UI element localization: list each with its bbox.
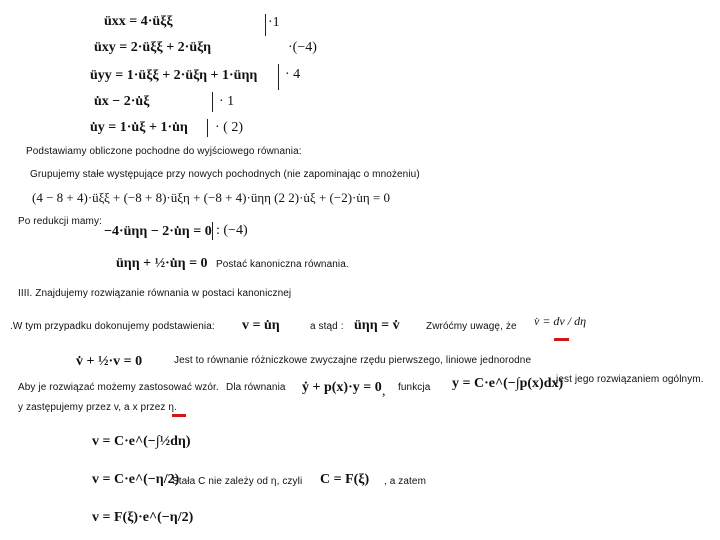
equation-general-form: ẏ + p(x)·y = 0 [302, 380, 382, 395]
comma: , [382, 384, 386, 399]
equation-canonical: üηη + ½·u̇η = 0 [116, 256, 208, 271]
equation-solution-formula: y = C·e^(−∫p(x)dx) [452, 376, 564, 391]
text-zastepujemy: y zastępujemy przez v, a x przez η. [18, 402, 177, 413]
equation-substitution: v = u̇η [242, 318, 280, 333]
highlight-mark [554, 338, 569, 341]
divider-bar [207, 119, 208, 137]
equation-solution-3: v = F(ξ)·e^(−η/2) [92, 510, 194, 525]
equation-uxy: üxy = 2·üξξ + 2·üξη [94, 40, 212, 55]
multiplier-2: · ( 2) [215, 120, 243, 135]
text-dla-rownania: Dla równania [226, 382, 286, 393]
divide-minus4: : (−4) [216, 223, 248, 238]
divider-bar [265, 14, 266, 36]
equation-solution-1: v = C·e^(−∫½dη) [92, 434, 191, 449]
multiplier-minus4: ·(−4) [288, 40, 317, 55]
text-substitute: Podstawiamy obliczone pochodne do wyjściowego równania: [26, 146, 302, 157]
equation-solution-2: v = C·e^(−η/2) [92, 472, 180, 487]
equation-uyy: üyy = 1·üξξ + 2·üξη + 1·üηη [90, 68, 258, 83]
text-zwrocmy: Zwróćmy uwagę, że [426, 321, 517, 332]
equation-uxx: üxx = 4·üξξ [104, 14, 173, 29]
text-w-tym: .W tym przypadku dokonujemy podstawienia: [10, 321, 215, 332]
equation-uy: u̇y = 1·u̇ξ + 1·u̇η [90, 120, 188, 135]
section-iii-heading: IIII. Znajdujemy rozwiązanie równania w postaci kanonicznej [18, 288, 292, 299]
text-a-stad: a stąd : [310, 321, 344, 332]
divider-bar [212, 92, 213, 112]
multiplier-4: · 4 [285, 67, 301, 82]
text-stala-c: Stała C nie zależy od η, czyli [172, 476, 303, 487]
equation-grouped: (4 − 8 + 4)·üξξ + (−8 + 8)·üξη + (−8 + 4)·üηη (2 2)·u̇ξ + (−2)·u̇η = 0 [32, 190, 390, 205]
equation-c-f: C = F(ξ) [320, 472, 370, 487]
equation-a-stad: üηη = v̇ [354, 318, 400, 333]
text-jest-to: Jest to równanie różniczkowe zwyczajne rzędu pierwszego, liniowe jednorodne [174, 355, 532, 366]
divider-bar [278, 64, 279, 90]
text-a-zatem: , a zatem [384, 476, 427, 487]
equation-ux: u̇x − 2·u̇ξ [94, 94, 150, 109]
text-aby-je: Aby je rozwiązać możemy zastosować wzór. [18, 382, 219, 393]
text-canonical-label: Postać kanoniczna równania. [216, 259, 349, 270]
multiplier-1: ·1 [268, 15, 280, 30]
equation-dv-deta: v̇ = dv / dη [534, 314, 587, 328]
text-po-redukcji: Po redukcji mamy: [18, 216, 102, 227]
equation-ode: v̇ + ½·v = 0 [76, 354, 143, 369]
divider-bar [212, 222, 213, 240]
text-group: Grupujemy stałe występujące przy nowych pochodnych (nie zapominając o mnożeniu) [30, 169, 420, 180]
equation-reduced: −4·üηη − 2·u̇η = 0 [104, 224, 212, 239]
text-funkcja: funkcja [398, 382, 431, 393]
multiplier-1b: · 1 [219, 94, 235, 109]
text-jest-jego: jest jego rozwiązaniem ogólnym. [556, 374, 704, 385]
highlight-mark [172, 414, 186, 417]
